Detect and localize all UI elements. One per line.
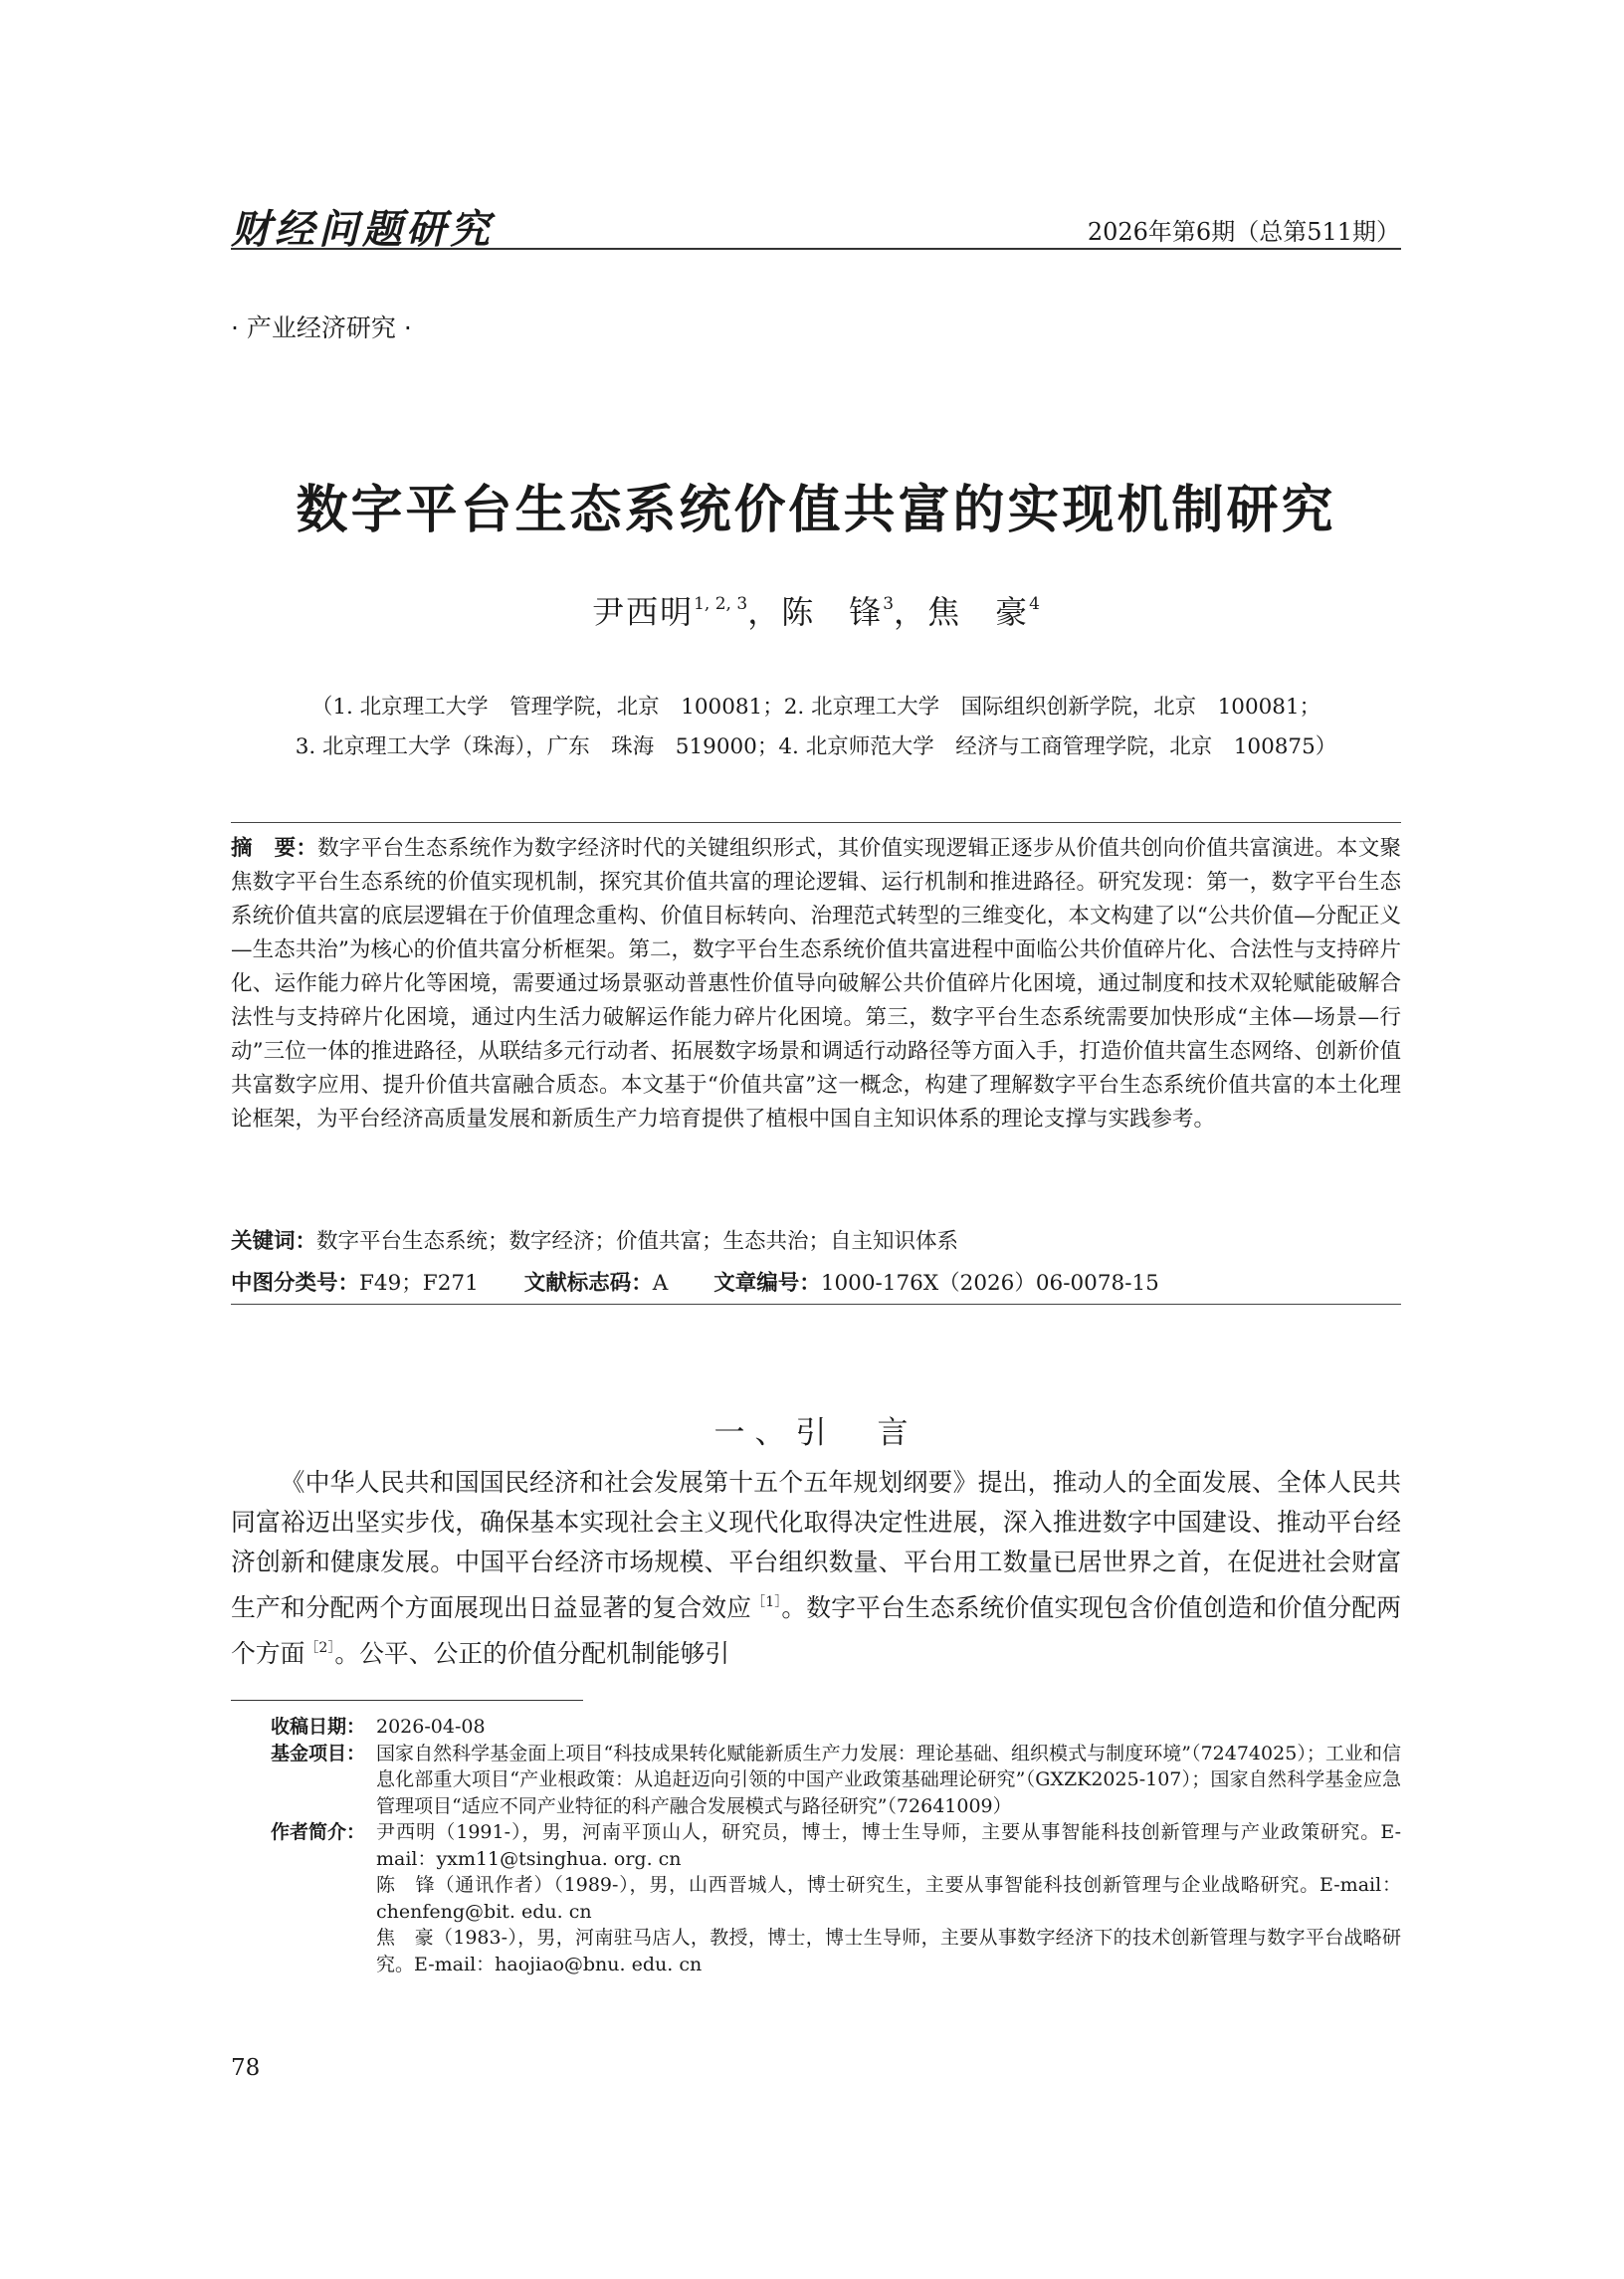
author-affil-mark: 3 bbox=[883, 594, 895, 614]
fund-label: 基金项目： bbox=[271, 1742, 366, 1764]
doc-code-value: A bbox=[652, 1271, 669, 1296]
author-name: 焦 豪 bbox=[927, 593, 1030, 631]
citation-ref[interactable]: ［2］ bbox=[304, 1640, 335, 1656]
section-tag: · 产业经济研究 · bbox=[231, 313, 412, 342]
abstract bbox=[231, 832, 1401, 1137]
bio-text: 尹西明（1991-），男，河南平顶山人，研究员，博士，博士生导师，主要从事智能科技创新管理与产业政策研究。E-mail：yxm11@tsinghua. org. cn bbox=[376, 1821, 1401, 1870]
abstract-text: 数字平台生态系统作为数字经济时代的关键组织形式，其价值实现逻辑正逐步从价值共创向价值共富演进。本文聚焦数字平台生态系统的价值实现机制，探究其价值共富的理论逻辑、运行机制和推进路径。研究发现：第一，数字平台生态系统价值共富的底层逻辑在于价值理念重构、价值目标转向、治理范式转型的三维变化，本文构建了以“公共价值—分配正义—生态共治”为核心的价值共富分析框架。第二，数字平台生态系统价值共富进程中面临公共价值碎片化、合法性与支持碎片化、运作能力碎片化等困境，需要通过场景驱动普惠性价值导向破解公共价值碎片化困境，通过制度和技术双轮赋能破解合法性与支持碎片化困境，通过内生活力破解运作能力碎片化困境。第三，数字平台生态系统需要加快形成“主体—场景—行动”三位一体的推进路径，从联结多元行动者、拓展数字场景和调适行动路径等方面入手，打造价值共富生态网络、创新价值共富数字应用、提升价值共富融合质态。本文基于“价值共富”这一概念，构建了理解数字平台生态系统价值共富的本土化理论框架，为平台经济高质量发展和新质生产力培育提供了植根中国自主知识体系的理论支撑与实践参考。 bbox=[231, 836, 1401, 1132]
bio-text: 焦 豪（1983-），男，河南驻马店人，教授，博士，博士生导师，主要从事数字经济下的技术创新管理与数字平台战略研究。E-mail：haojiao@bnu. edu. cn bbox=[376, 1927, 1401, 1975]
footnote-fund bbox=[271, 1741, 1401, 1820]
classification-line bbox=[231, 1266, 1159, 1297]
abstract-label: 摘 要： bbox=[231, 836, 318, 861]
doc-code-label: 文献标志码： bbox=[523, 1271, 653, 1296]
footnotes bbox=[271, 1714, 1401, 1977]
bio-text: 陈 锋（通讯作者）（1989-），男，山西晋城人，博士研究生，主要从事智能科技创新管理与企业战略研究。E-mail：chenfeng@bit. edu. cn bbox=[376, 1874, 1401, 1923]
abstract-rule-top bbox=[231, 822, 1401, 823]
body-text-run: 。数字平台生态系统价值实现包含价值创造和价值分配两个方面 bbox=[231, 1593, 1401, 1668]
keywords-label: 关键词： bbox=[231, 1229, 317, 1254]
abstract-rule-bottom bbox=[231, 1304, 1401, 1305]
affiliation-line: 3. 北京理工大学（珠海），广东 珠海 519000；4. 北京师范大学 经济与工商管理学院，北京 100875） bbox=[295, 734, 1337, 759]
section-heading: 一、引 言 bbox=[713, 1415, 918, 1451]
author-affil-mark: 4 bbox=[1029, 594, 1040, 614]
author-name: 尹西明 bbox=[592, 593, 695, 631]
article-no-label: 文章编号： bbox=[713, 1271, 821, 1296]
author-separator: ， bbox=[747, 593, 782, 631]
citation-ref[interactable]: ［1］ bbox=[751, 1594, 782, 1610]
bio-label: 作者简介： bbox=[271, 1821, 366, 1843]
paper-title: 数字平台生态系统价值共富的实现机制研究 bbox=[296, 481, 1336, 540]
header-rule bbox=[231, 248, 1401, 250]
journal-logo: 财经问题研究 bbox=[231, 206, 494, 253]
author-name: 陈 锋 bbox=[781, 593, 884, 631]
author-list bbox=[231, 587, 1401, 633]
clc-value: F49；F271 bbox=[359, 1271, 479, 1296]
body-text-run: 《中华人民共和国国民经济和社会发展第十五个五年规划纲要》提出，推动人的全面发展、全体人民共同富裕迈出坚实步伐，确保基本实现社会主义现代化取得决定性进展，深入推进数字中国建设、推动平台经济创新和健康发展。中国平台经济市场规模、平台组织数量、平台用工数量已居世界之首，在促进社会财富生产和分配两个方面展现出日益显著的复合效应 bbox=[231, 1468, 1401, 1622]
clc-label: 中图分类号： bbox=[231, 1271, 360, 1296]
article-no-value: 1000-176X（2026）06-0078-15 bbox=[820, 1271, 1159, 1296]
issue-info: 2026年第6期（总第511期） bbox=[1087, 218, 1400, 246]
page-number: 78 bbox=[231, 2055, 261, 2081]
author-affil-mark: 1, 2, 3 bbox=[694, 594, 748, 614]
body-text-run: 。公平、公正的价值分配机制能够引 bbox=[334, 1639, 730, 1668]
author-separator: ， bbox=[894, 593, 928, 631]
keywords-text: 数字平台生态系统；数字经济；价值共富；生态共治；自主知识体系 bbox=[316, 1229, 959, 1254]
received-label: 收稿日期： bbox=[271, 1716, 366, 1738]
received-date: 2026-04-08 bbox=[376, 1716, 486, 1738]
affiliation-line: （1. 北京理工大学 管理学院，北京 100081；2. 北京理工大学 国际组织创新学院，北京 100081； bbox=[310, 695, 1321, 720]
footnote-bio bbox=[271, 1819, 1401, 1872]
footnote-received bbox=[271, 1714, 1401, 1741]
body-paragraph bbox=[231, 1463, 1401, 1674]
fund-text: 国家自然科学基金面上项目“科技成果转化赋能新质生产力发展：理论基础、组织模式与制度环境”（72474025）；工业和信息化部重大项目“产业根政策：从追赶迈向引领的中国产业政策基础理论研究”（GXZK2025-107）；国家自然科学基金应急管理项目“适应不同产业特征的科产融合发展模式与路径研究”（72641009） bbox=[376, 1742, 1401, 1817]
keywords bbox=[231, 1224, 958, 1255]
footnote-rule bbox=[231, 1700, 583, 1701]
